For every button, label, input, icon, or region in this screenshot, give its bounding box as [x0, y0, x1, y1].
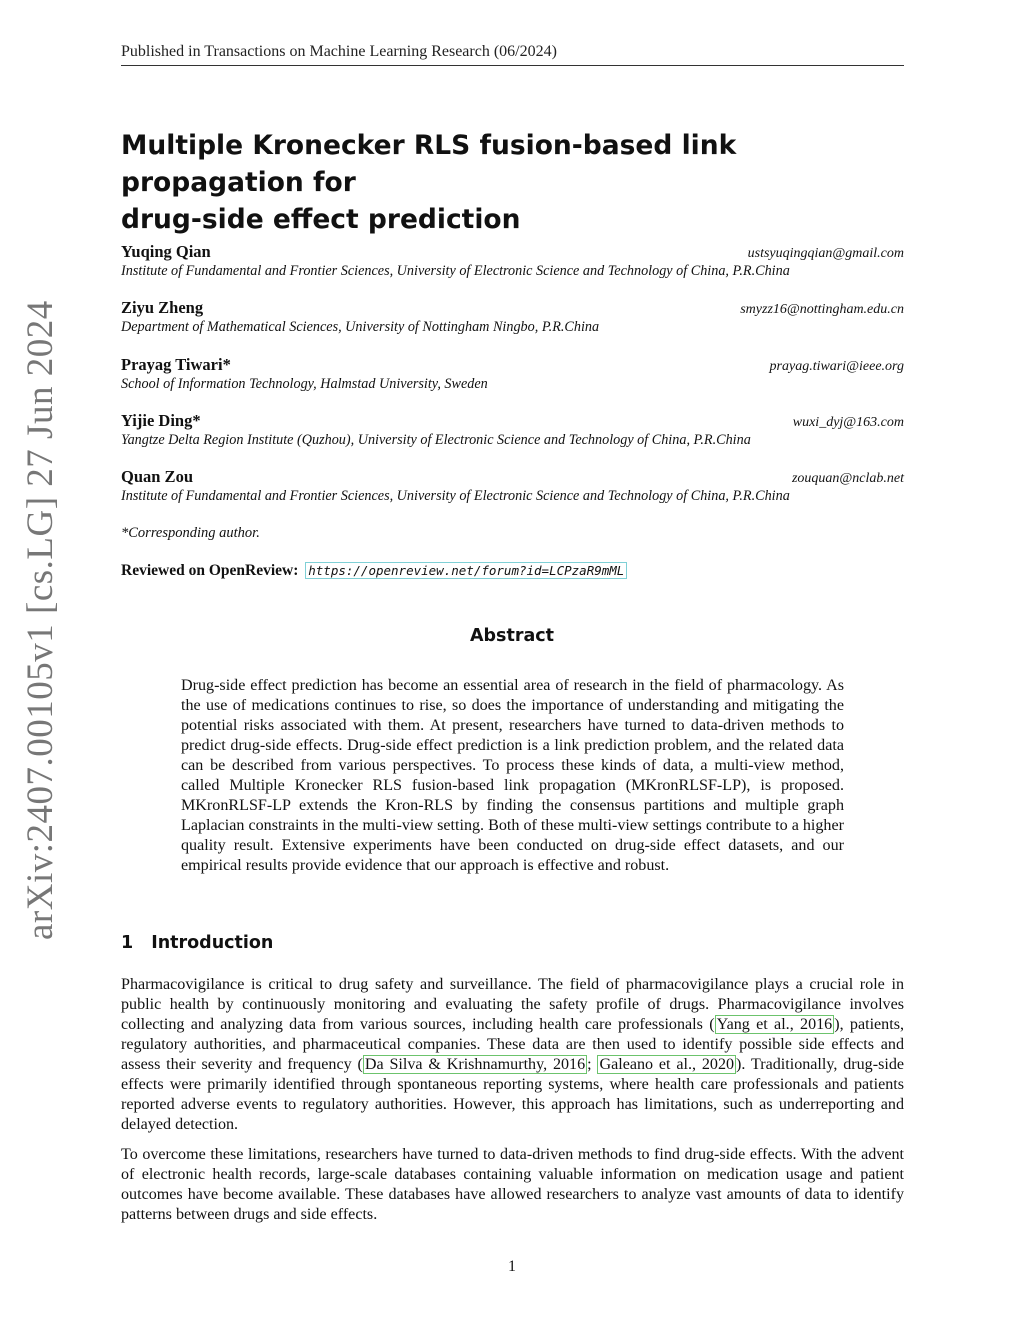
abstract-text: Drug-side effect prediction has become an essential area of research in the field of pharmacology. As the use of medications continues to rise, so does the importance of understanding and mitigating the potential risks associated with them. At present, researchers have turned to data-driven methods to predict drug-side effects. Drug-side effect prediction is a link prediction problem, and the related data can be described from various perspectives. To process these kinds of data, a multi-view method, called Multiple Kronecker RLS fusion-based link propagation (MKronRLSF-LP), is proposed. MKronRLSF-LP extends the Kron-RLS by finding the consensus partitions and multiple graph Laplacian constraints in the multi-view setting. Both of these multi-view settings contribute to a higher quality result. Extensive experiments have been conducted on drug-side effect datasets, and our empirical results provide evidence that our approach is effective and robust.	[181, 677, 844, 874]
section-heading-introduction	[121, 933, 273, 953]
section-number: 1	[121, 933, 134, 953]
title-line-2: drug-side effect prediction	[121, 204, 521, 235]
author-block	[121, 242, 904, 280]
author-email[interactable]: prayag.tiwari@ieee.org	[769, 359, 904, 374]
section-title: Introduction	[151, 933, 274, 953]
intro-paragraph-2: To overcome these limitations, researchers have turned to data-driven methods to find drug-side effects. With the advent of electronic health records, large-scale databases containing valuable information on medication usage and patient outcomes have become available. These databases have allowed researchers to analyze vast amounts of data to identify patterns between drugs and side effects.	[121, 1146, 904, 1223]
author-affiliation: School of Information Technology, Halmstad University, Sweden	[121, 376, 488, 392]
author-affiliation: Institute of Fundamental and Frontier Sciences, University of Electronic Science and Technology of China, P.R.China	[121, 263, 790, 279]
abstract-heading: Abstract	[469, 626, 555, 646]
author-name: Yijie Ding*	[121, 411, 201, 430]
citation-link[interactable]: Galeano et al., 2020	[599, 1056, 735, 1073]
author-affiliation: Yangtze Delta Region Institute (Quzhou), University of Electronic Science and Technology of China, P.R.China	[121, 432, 751, 448]
page-number: 1	[508, 1258, 516, 1275]
author-name: Quan Zou	[121, 467, 193, 486]
author-block	[121, 298, 904, 336]
openreview-link[interactable]: https://openreview.net/forum?id=LCPzaR9mML	[305, 562, 627, 579]
author-name: Ziyu Zheng	[121, 298, 204, 317]
text-run: Pharmacovigilance is critical to drug safety and surveillance. The field of pharmacovigilance plays a crucial role in public health by continuously monitoring and evaluating the safety profile of drugs. Pharmacovigilance involves collecting and analyzing data from various sources, including health care professionals (	[121, 976, 904, 1033]
corresponding-author-note: *Corresponding author.	[121, 525, 260, 541]
author-email[interactable]: wuxi_dyj@163.com	[792, 415, 904, 430]
intro-paragraph-1	[121, 975, 904, 1135]
author-name: Yuqing Qian	[121, 242, 211, 261]
arxiv-identifier: arXiv:2407.00105v1 [cs.LG] 27 Jun 2024	[20, 300, 61, 940]
openreview-label: Reviewed on OpenReview:	[121, 562, 299, 579]
text-run: ;	[587, 1056, 598, 1073]
paper-title	[121, 127, 906, 238]
title-line-1: Multiple Kronecker RLS fusion-based link propagation for	[121, 130, 737, 198]
author-affiliation: Institute of Fundamental and Frontier Sciences, University of Electronic Science and Technology of China, P.R.China	[121, 488, 790, 504]
openreview-line	[121, 562, 627, 580]
citation-link[interactable]: Yang et al., 2016	[716, 1016, 833, 1033]
running-head: Published in Transactions on Machine Learning Research (06/2024)	[121, 43, 904, 66]
author-block	[121, 355, 904, 393]
text-run: ), patients, regulatory authorities, and pharmaceutical companies. These data are then used to identify possible side effects and assess their severity and frequency (	[121, 1016, 904, 1073]
author-email[interactable]: zouquan@nclab.net	[791, 471, 904, 486]
citation-link[interactable]: Da Silva & Krishnamurthy, 2016	[364, 1056, 586, 1073]
author-block	[121, 411, 904, 449]
author-block	[121, 467, 904, 505]
text-run: ). Traditionally, drug-side effects were primarily identified through spontaneous reporting systems, where health care professionals and patients reported adverse events to regulatory authorities. However, this approach has limitations, such as underreporting and delayed detection.	[121, 1056, 905, 1133]
author-affiliation: Department of Mathematical Sciences, University of Nottingham Ningbo, P.R.China	[121, 319, 600, 335]
author-name: Prayag Tiwari*	[121, 355, 231, 374]
author-email[interactable]: ustsyuqingqian@gmail.com	[747, 246, 904, 261]
author-email[interactable]: smyzz16@nottingham.edu.cn	[740, 302, 904, 317]
